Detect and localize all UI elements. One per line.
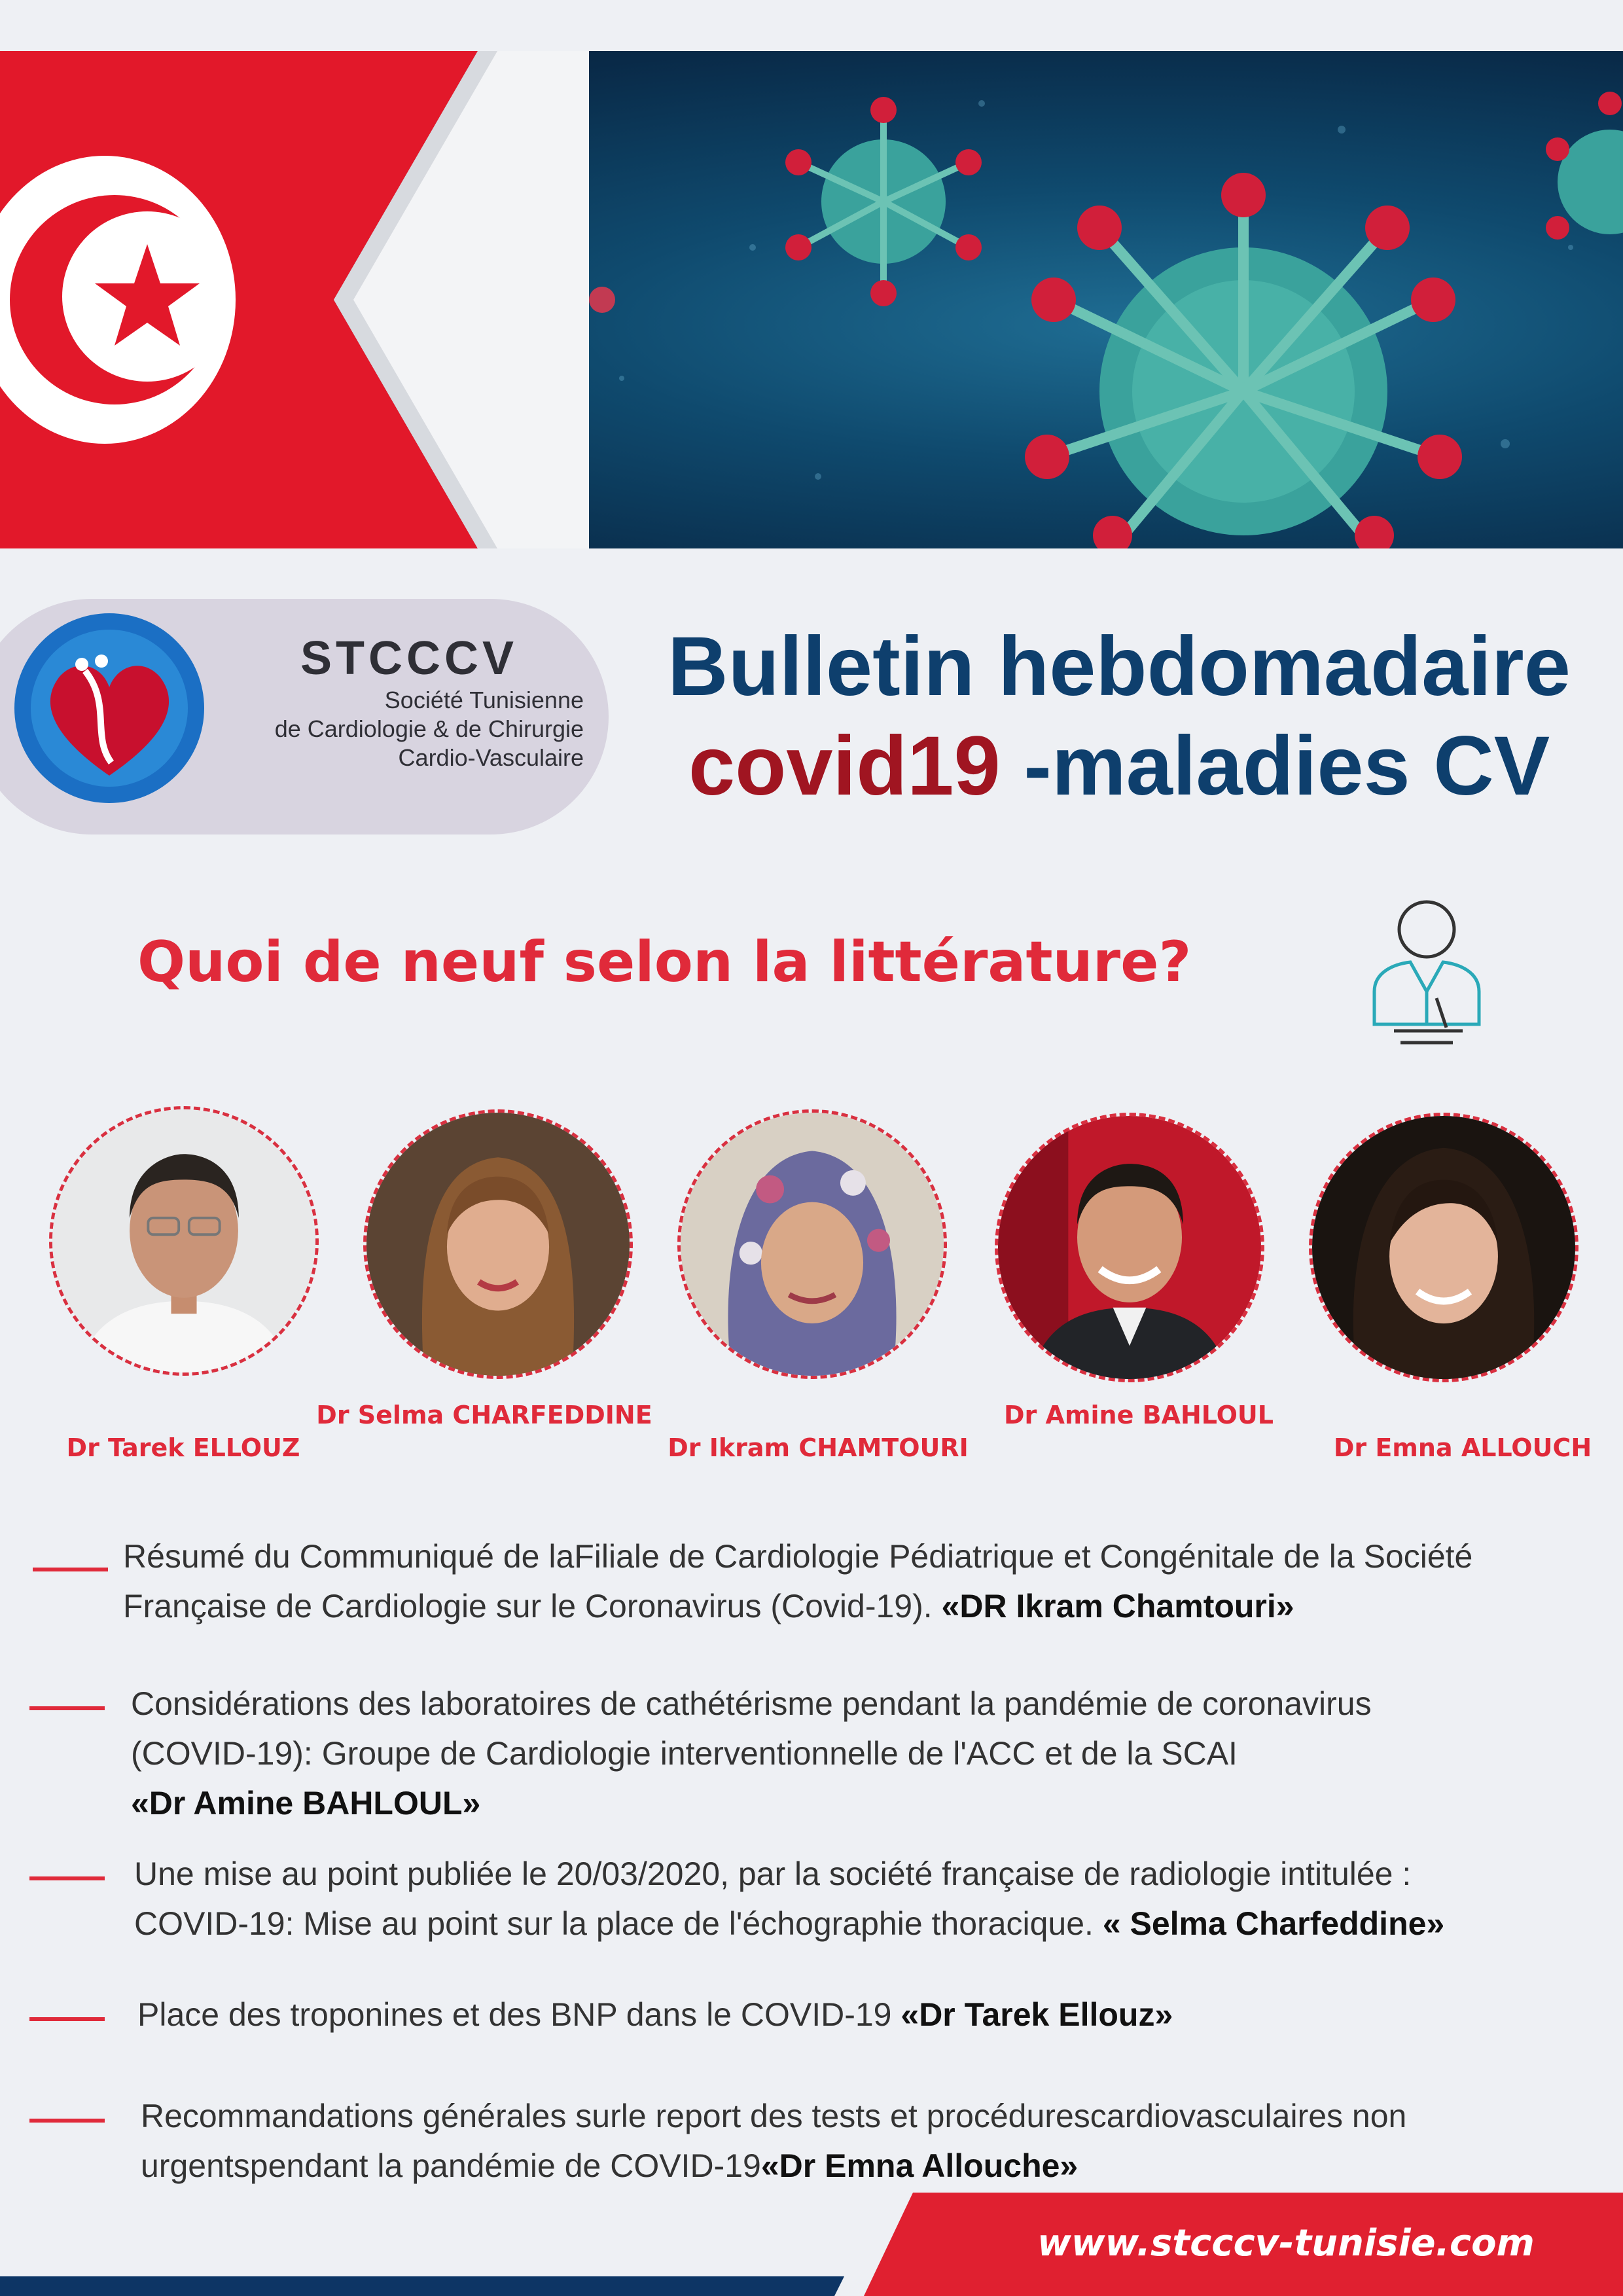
red-dash-bullet	[29, 1876, 105, 1880]
section-heading: Quoi de neuf selon la littérature?	[137, 929, 1192, 995]
item-text: Une mise au point publiée le 20/03/2020, par la société française de radiologie intitulée : COVID-19: Mise au point sur la place de l'échographie thoracique. « Selma Charfeddine»	[134, 1856, 1445, 1942]
item-text: Considérations des laboratoires de cathétérisme pendant la pandémie de coronavirus (COVID-19): Groupe de Cardiologie interventionnelle de l'ACC et de la SCAI «Dr Amine BAHLOUL»	[131, 1679, 1372, 1828]
title-covid19: covid19	[688, 719, 1001, 813]
society-name-line: Cardio-Vasculaire	[398, 744, 584, 771]
title-maladies-cv: -maladies CV	[1000, 719, 1550, 813]
red-dash-bullet	[29, 2119, 105, 2123]
item-author: «DR Ikram Chamtouri»	[941, 1588, 1294, 1624]
bulletin-subtitle-title	[635, 718, 1603, 814]
item-author: « Selma Charfeddine»	[1102, 1905, 1445, 1942]
author-name: Dr Tarek ELLOUZ	[66, 1433, 300, 1462]
item-author: «Dr Tarek Ellouz»	[901, 1996, 1173, 2033]
author-name: Dr Emna ALLOUCH	[1333, 1433, 1592, 1462]
society-acronym: STCCCV	[300, 632, 518, 685]
author-name: Dr Ikram CHAMTOURI	[668, 1433, 969, 1462]
society-name-line: de Cardiologie & de Chirurgie	[274, 715, 584, 742]
author-photo-ikram-chamtouri	[677, 1109, 947, 1379]
author-photo-tarek-ellouz	[49, 1106, 319, 1376]
society-full-name	[196, 686, 584, 772]
author-photo-amine-bahloul	[995, 1113, 1264, 1382]
website-link[interactable]: www.stcccv-tunisie.com	[1037, 2222, 1535, 2265]
heart-logo-icon	[13, 612, 206, 805]
person-reading-icon	[1355, 893, 1499, 1050]
red-dash-bullet	[33, 1568, 108, 1571]
item-text: Recommandations générales surle report des tests et procédurescardiovasculaires non urgentspendant la pandémie de COVID-19«Dr Emna Allouche»	[141, 2098, 1407, 2184]
author-photo-emna-allouch	[1309, 1113, 1578, 1382]
item-author: «Dr Amine BAHLOUL»	[131, 1785, 481, 1821]
author-name: Dr Amine BAHLOUL	[1003, 1401, 1274, 1429]
society-name-line: Société Tunisienne	[384, 687, 584, 713]
red-dash-bullet	[29, 2017, 105, 2021]
item-author: «Dr Emna Allouche»	[760, 2147, 1079, 2184]
header-banner	[0, 51, 1623, 548]
item-text: Place des troponines et des BNP dans le COVID-19 «Dr Tarek Ellouz»	[137, 1996, 1173, 2033]
author-name: Dr Selma CHARFEDDINE	[316, 1401, 652, 1429]
red-dash-bullet	[29, 1706, 105, 1710]
tunisia-flag-icon	[0, 51, 589, 548]
author-photo-selma-charfeddine	[363, 1109, 633, 1379]
bulletin-title: Bulletin hebdomadaire	[668, 620, 1571, 713]
item-text: Résumé du Communiqué de laFiliale de Cardiologie Pédiatrique et Congénitale de la Société Française de Cardiologie sur le Coronavirus (Covid-19). «DR Ikram Chamtouri»	[123, 1538, 1473, 1624]
